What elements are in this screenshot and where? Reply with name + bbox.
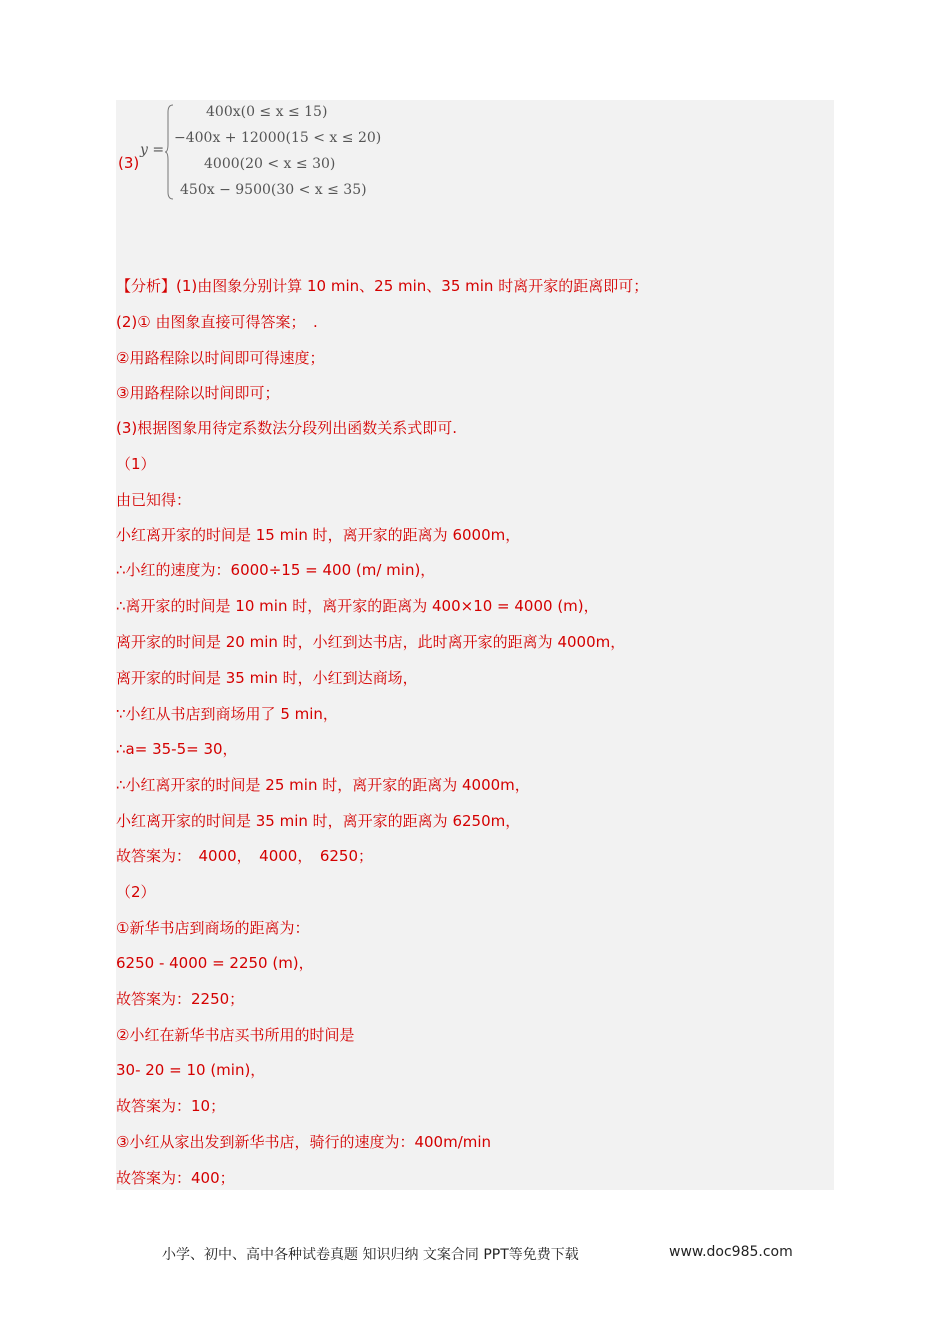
formula-case-1: 400x(0 ≤ x ≤ 15) [206, 104, 328, 120]
solution-line: 由已知得： [116, 491, 192, 509]
solution-line: ∴离开家的时间是 10 min 时，离开家的距离为 400×10 = 4000 (m)， [116, 597, 599, 615]
footer-url[interactable]: www.doc985.com [669, 1244, 793, 1260]
solution-part-label: （2） [116, 883, 156, 901]
solution-line: 离开家的时间是 35 min 时，小红到达商场， [116, 669, 418, 687]
solution-line: ③小红从家出发到新华书店，骑行的速度为：400m/min [116, 1133, 492, 1151]
solution-line: ∴小红离开家的时间是 25 min 时，离开家的距离为 4000m， [116, 776, 530, 794]
formula-case-2: −400x + 12000(15 < x ≤ 20) [174, 130, 382, 146]
analysis-heading: 【分析】(1)由图象分别计算 10 min、25 min、35 min 时离开家的距离即可； [116, 277, 649, 295]
footer-text: 小学、初中、高中各种试卷真题 知识归纳 文案合同 PPT等免费下载 [162, 1247, 579, 1263]
solution-line: 6250 - 4000 = 2250 (m)， [116, 954, 314, 972]
solution-line: 小红离开家的时间是 15 min 时，离开家的距离为 6000m， [116, 526, 521, 544]
analysis-line: ②用路程除以时间即可得速度； [116, 349, 325, 367]
left-brace-icon [164, 104, 174, 200]
solution-line: ①新华书店到商场的距离为： [116, 919, 310, 937]
analysis-line: ③用路程除以时间即可； [116, 384, 280, 402]
answer-line: 故答案为：400； [116, 1169, 235, 1187]
answer-panel [116, 100, 834, 1190]
solution-line: 离开家的时间是 20 min 时，小红到达书店，此时离开家的距离为 4000m， [116, 633, 626, 651]
formula-label: (3) [118, 154, 140, 172]
analysis-line: (2)① 由图象直接可得答案； . [116, 313, 318, 331]
solution-line: 小红离开家的时间是 35 min 时，离开家的距离为 6250m， [116, 812, 521, 830]
solution-line: 30- 20 = 10 (min)， [116, 1061, 266, 1079]
formula-case-4: 450x − 9500(30 < x ≤ 35) [180, 182, 367, 198]
solution-line: ∴小红的速度为：6000÷15 = 400 (m/ min)， [116, 561, 436, 579]
analysis-line: (3)根据图象用待定系数法分段列出函数关系式即可. [116, 419, 458, 437]
solution-line: ②小红在新华书店买书所用的时间是 [116, 1026, 355, 1044]
solution-line: ∵小红从书店到商场用了 5 min， [116, 705, 338, 723]
piecewise-formula [116, 100, 834, 220]
answer-line: 故答案为：10； [116, 1097, 226, 1115]
answer-line: 故答案为：2250； [116, 990, 245, 1008]
answer-line: 故答案为： 4000， 4000， 6250； [116, 847, 374, 865]
solution-line: ∴a= 35-5= 30， [116, 740, 238, 758]
formula-lhs: y = [140, 142, 165, 158]
formula-case-3: 4000(20 < x ≤ 30) [204, 156, 336, 172]
solution-part-label: （1） [116, 455, 156, 473]
